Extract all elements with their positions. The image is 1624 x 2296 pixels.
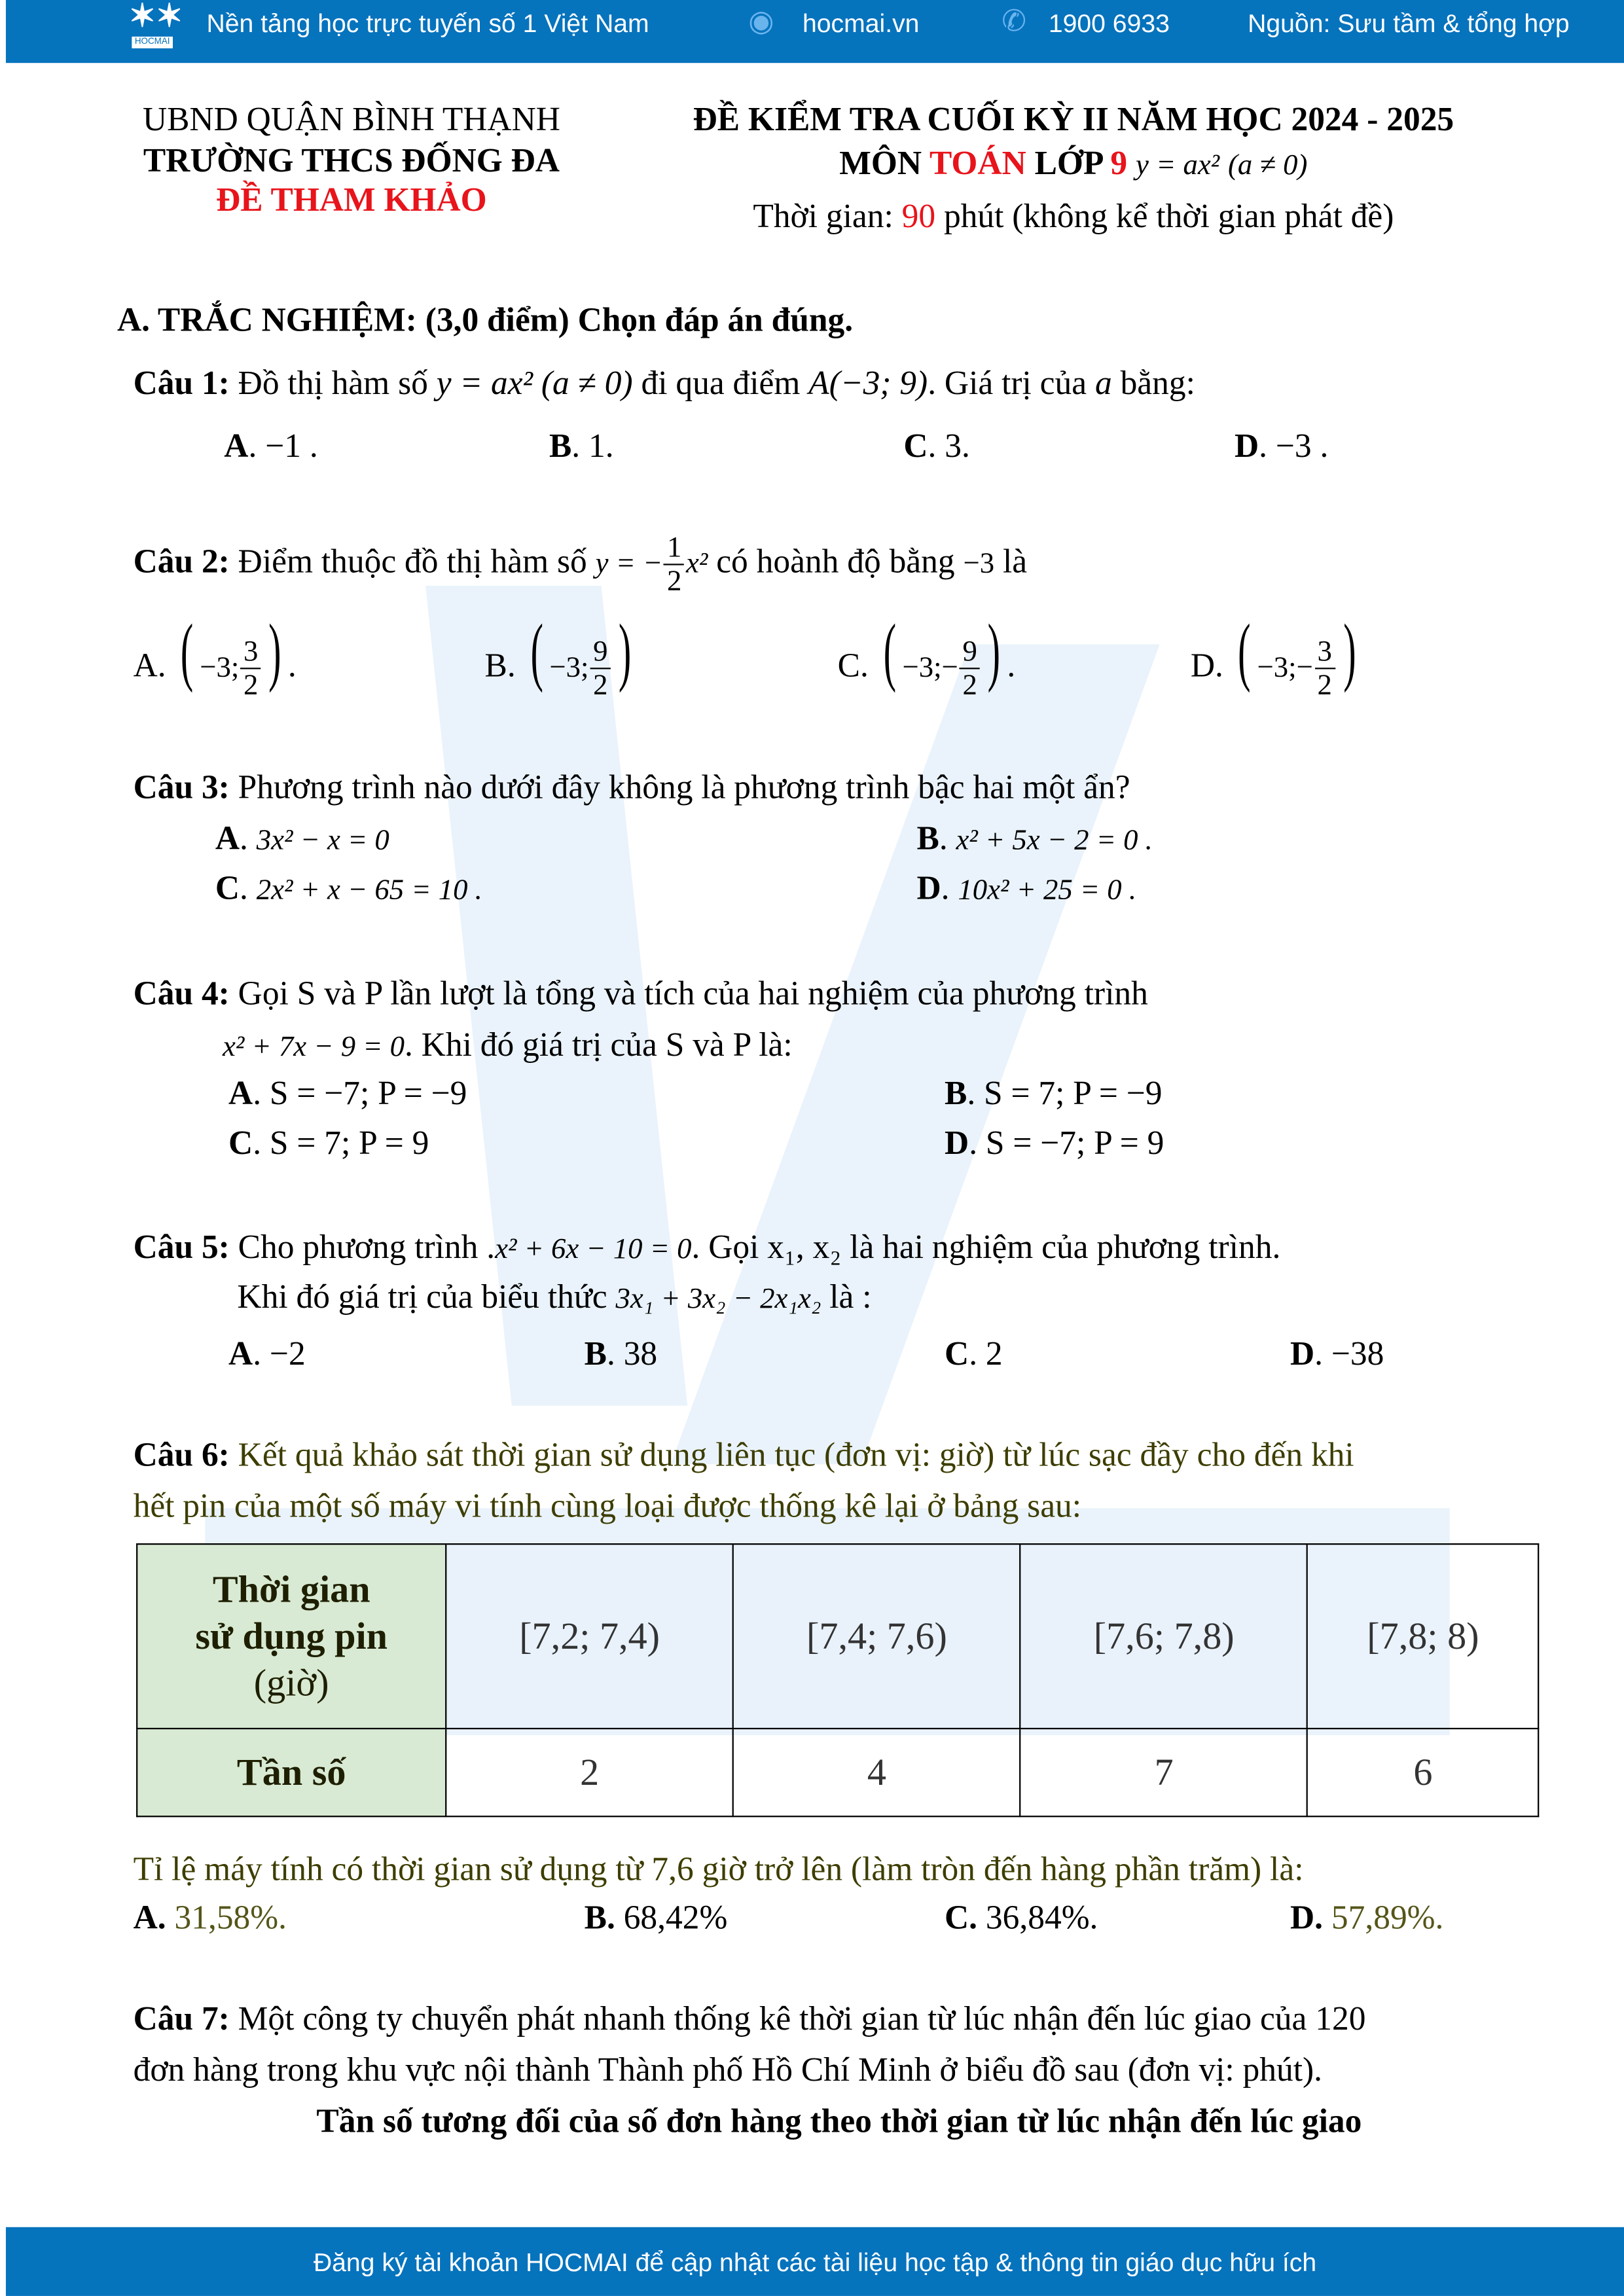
hocmai-logo-icon: ✶✶ — [128, 0, 183, 34]
frequency-cell: 7 — [1020, 1729, 1308, 1816]
question-4-line2: x² + 7x − 9 = 0. Khi đó giá trị của S và P là: — [223, 1026, 793, 1064]
table-row — [137, 1729, 1538, 1816]
frequency-cell: 2 — [446, 1729, 733, 1816]
phone-icon: ✆ — [1001, 5, 1026, 39]
logo-text: HOCMAI — [132, 37, 173, 48]
battery-table — [136, 1543, 1539, 1817]
q1-option-a[interactable]: A. −1 . — [224, 427, 318, 465]
interval-cell: [7,4; 7,6) — [733, 1544, 1020, 1729]
q6-option-d[interactable]: D. 57,89%. — [1290, 1899, 1444, 1936]
q5-option-c[interactable]: C. 2 — [944, 1335, 1003, 1372]
q3-option-b[interactable]: B. x² + 5x − 2 = 0 . — [916, 819, 1153, 857]
globe-icon: ◉ — [748, 5, 774, 39]
footer-bar — [6, 2227, 1624, 2296]
q2-option-a[interactable]: A. ( −3; $\frac{3}{2}$ ) . — [133, 610, 297, 702]
q5-option-a[interactable]: A. −2 — [228, 1335, 306, 1372]
header-bar — [6, 0, 1624, 63]
q1-option-c[interactable]: C. 3. — [903, 427, 970, 465]
question-5: Câu 5: Cho phương trình .x² + 6x − 10 = 0. Gọi x₁, x₂ là hai nghiệm của phương trình. — [133, 1229, 1281, 1265]
section-a-heading: A. TRẮC NGHIỆM: (3,0 điểm) Chọn đáp án đúng. — [117, 301, 854, 338]
source-note: Nguồn: Sưu tầm & tổng hợp — [1248, 9, 1570, 39]
q6-option-b[interactable]: B. 68,42% — [584, 1899, 728, 1936]
q5-option-b[interactable]: B. 38 — [584, 1335, 658, 1372]
website-link[interactable]: hocmai.vn — [802, 9, 920, 39]
q5-option-d[interactable]: D. −38 — [1290, 1335, 1384, 1372]
q2-option-d[interactable]: D. ( −3;− $\frac{3}{2}$ ) — [1190, 610, 1356, 702]
frequency-cell: 6 — [1308, 1729, 1539, 1816]
question-7: Câu 7: Một công ty chuyển phát nhanh thống kê thời gian từ lúc nhận đến lúc giao của 120 — [133, 2000, 1366, 2037]
interval-cell: [7,8; 8) — [1308, 1544, 1539, 1729]
table-row — [137, 1544, 1538, 1729]
q3-option-c[interactable]: C. 2x² + x − 65 = 10 . — [215, 869, 482, 906]
question-6: Câu 6: Kết quả khảo sát thời gian sử dụng liên tục (đơn vị: giờ) từ lúc sạc đầy cho đến khi — [133, 1436, 1354, 1473]
question-2: Câu 2: Điểm thuộc đồ thị hàm số y = − $\frac{1}{2}$ x² có hoành độ bằng −3 là — [133, 531, 1028, 598]
q3-option-d[interactable]: D. 10x² + 25 = 0 . — [916, 869, 1137, 906]
q4-option-c[interactable]: C. S = 7; P = 9 — [228, 1124, 429, 1162]
question-7-line2: đơn hàng trong khu vực nội thành Thành phố Hồ Chí Minh ở biểu đồ sau (đơn vị: phút). — [133, 2051, 1323, 2089]
interval-cell: [7,6; 7,8) — [1020, 1544, 1308, 1729]
row-header-time: Thời gian sử dụng pin (giờ) — [137, 1544, 446, 1729]
footer-text[interactable]: Đăng ký tài khoản HOCMAI để cập nhật các tài liệu học tập & thông tin giáo dục hữu ích — [313, 2248, 1317, 2277]
district: UBND QUẬN BÌNH THẠNH — [142, 101, 560, 138]
q1-option-d[interactable]: D. −3 . — [1234, 427, 1329, 465]
row-header-frequency: Tần số — [137, 1729, 446, 1816]
question-5-line2: Khi đó giá trị của biểu thức 3x₁ + 3x₂ − 2x₁x₂ là : — [237, 1278, 872, 1316]
q6-option-a[interactable]: A. 31,58%. — [133, 1899, 287, 1936]
q3-option-a[interactable]: A. 3x² − x = 0 — [215, 819, 389, 857]
tagline: Nền tảng học trực tuyến số 1 Việt Nam — [206, 9, 649, 39]
school-name: TRƯỜNG THCS ĐỐNG ĐA — [143, 142, 560, 179]
question-3: Câu 3: Phương trình nào dưới đây không là phương trình bậc hai một ẩn? — [133, 768, 1130, 806]
exam-time: Thời gian: 90 phút (không kể thời gian phát đề) — [753, 198, 1394, 234]
q4-option-b[interactable]: B. S = 7; P = −9 — [944, 1075, 1163, 1112]
interval-cell: [7,2; 7,4) — [446, 1544, 733, 1729]
q2-option-c[interactable]: C. ( −3;− $\frac{9}{2}$ ) . — [837, 610, 1016, 702]
chart-title: Tần số tương đối của số đơn hàng theo thời gian từ lúc nhận đến lúc giao — [316, 2102, 1362, 2140]
exam-title: ĐỀ KIỂM TRA CUỐI KỲ II NĂM HỌC 2024 - 2025 — [693, 101, 1454, 138]
q6-option-c[interactable]: C. 36,84%. — [944, 1899, 1098, 1936]
question-6-line2: hết pin của một số máy vi tính cùng loại được thống kê lại ở bảng sau: — [133, 1487, 1082, 1524]
exam-subject: MÔN TOÁN LỚP 9 y = ax² (a ≠ 0) — [839, 145, 1308, 182]
exam-type: ĐỀ THAM KHẢO — [216, 181, 487, 219]
q2-option-b[interactable]: B. ( −3; $\frac{9}{2}$ ) — [484, 610, 632, 702]
q1-option-b[interactable]: B. 1. — [549, 427, 614, 465]
q4-option-d[interactable]: D. S = −7; P = 9 — [944, 1124, 1164, 1162]
question-4: Câu 4: Gọi S và P lần lượt là tổng và tích của hai nghiệm của phương trình — [133, 975, 1148, 1012]
phone-number[interactable]: 1900 6933 — [1048, 9, 1170, 39]
question-1: Câu 1: Đồ thị hàm số y = ax² (a ≠ 0) đi qua điểm A(−3; 9). Giá trị của a bằng: — [133, 365, 1195, 401]
frequency-cell: 4 — [733, 1729, 1020, 1816]
question-6-prompt: Tỉ lệ máy tính có thời gian sử dụng từ 7,6 giờ trở lên (làm tròn đến hàng phần trăm) là: — [133, 1850, 1304, 1888]
q4-option-a[interactable]: A. S = −7; P = −9 — [228, 1075, 467, 1112]
